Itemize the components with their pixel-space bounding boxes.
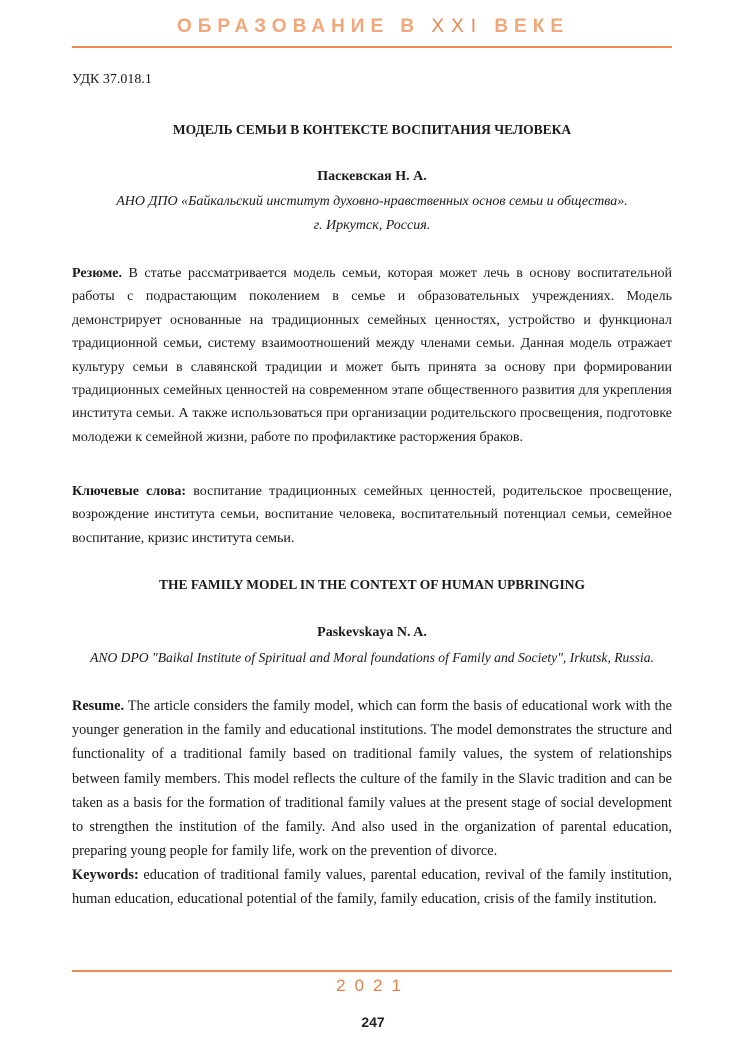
author-ru: Паскевская Н. А. <box>317 169 427 184</box>
abstract-en-text: The article considers the family model, which can form the basis of educational work with the younger generation in the family and educational institutions. The model demonstrates the structure and functionality of a traditional family based on traditional family values, the system of relationships between family members. This model reflects the culture of the family in the Slavic tradition and can be taken as a basis for the formation of traditional family values at the present stage of social development to strengthen the institution of the family. And also used in the organization of parental education, preparing young people for family life, work on the prevention of divorce. <box>72 698 672 860</box>
abstract-ru <box>72 262 672 449</box>
city-ru: г. Иркутск, Россия. <box>313 218 431 233</box>
journal-name-roman: XXI <box>431 16 484 37</box>
affiliation-en: ANO DPO "Baikal Institute of Spiritual and Moral foundations of Family and Society", Irkutsk, Russia. <box>90 650 654 665</box>
keywords-en <box>72 863 672 911</box>
journal-header-title <box>0 16 746 38</box>
keywords-en-text: education of traditional family values, parental education, revival of the family institution, human education, educational potential of the family, family education, crisis of the family institution. <box>72 867 672 908</box>
abstract-ru-label: Резюме. <box>72 266 122 281</box>
header-rule <box>72 46 672 48</box>
udk-code: УДК 37.018.1 <box>72 72 152 87</box>
author-en: Paskevskaya N. A. <box>317 625 427 640</box>
journal-name-suffix: ВЕКЕ <box>494 16 569 37</box>
page-number: 247 <box>361 1014 385 1030</box>
abstract-en <box>72 694 672 863</box>
abstract-ru-text: В статье рассматривается модель семьи, которая может лечь в основу воспитательной работы с подрастающим поколением в семье и образовательных учреждениях. Модель демонстрирует основанные на традиционных семейных ценностях, устройство и функционал традиционной семьи, систему взаимоотношений между членами семьи. Данная модель отражает культуру семьи в славянской традиции и может быть принята за основу при формировании традиционных семейных ценностей на современном этапе общественного развития для укрепления института семьи. А также использоваться при организации родительского просвещения, подготовке молодежи к семейной жизни, работе по профилактике расторжения браков. <box>72 266 672 445</box>
keywords-ru-text: воспитание традиционных семейных ценностей, родительское просвещение, возрождение института семьи, воспитание человека, воспитательный потенциал семьи, семейное воспитание, кризис института семьи. <box>72 484 672 546</box>
keywords-en-label: Keywords: <box>72 867 139 883</box>
title-ru: МОДЕЛЬ СЕМЬИ В КОНТЕКСТЕ ВОСПИТАНИЯ ЧЕЛОВЕКА <box>172 122 572 137</box>
keywords-ru-label: Ключевые слова: <box>72 484 187 499</box>
footer-year: 2021 <box>336 976 410 995</box>
title-en: THE FAMILY MODEL IN THE CONTEXT OF HUMAN UPBRINGING <box>158 577 586 592</box>
journal-name-prefix: ОБРАЗОВАНИЕ В <box>177 16 421 37</box>
abstract-en-label: Resume. <box>72 698 125 714</box>
affiliation-ru: АНО ДПО «Байкальский институт духовно-нравственных основ семьи и общества». <box>116 194 628 209</box>
footer-rule <box>72 970 672 972</box>
keywords-ru <box>72 480 672 550</box>
